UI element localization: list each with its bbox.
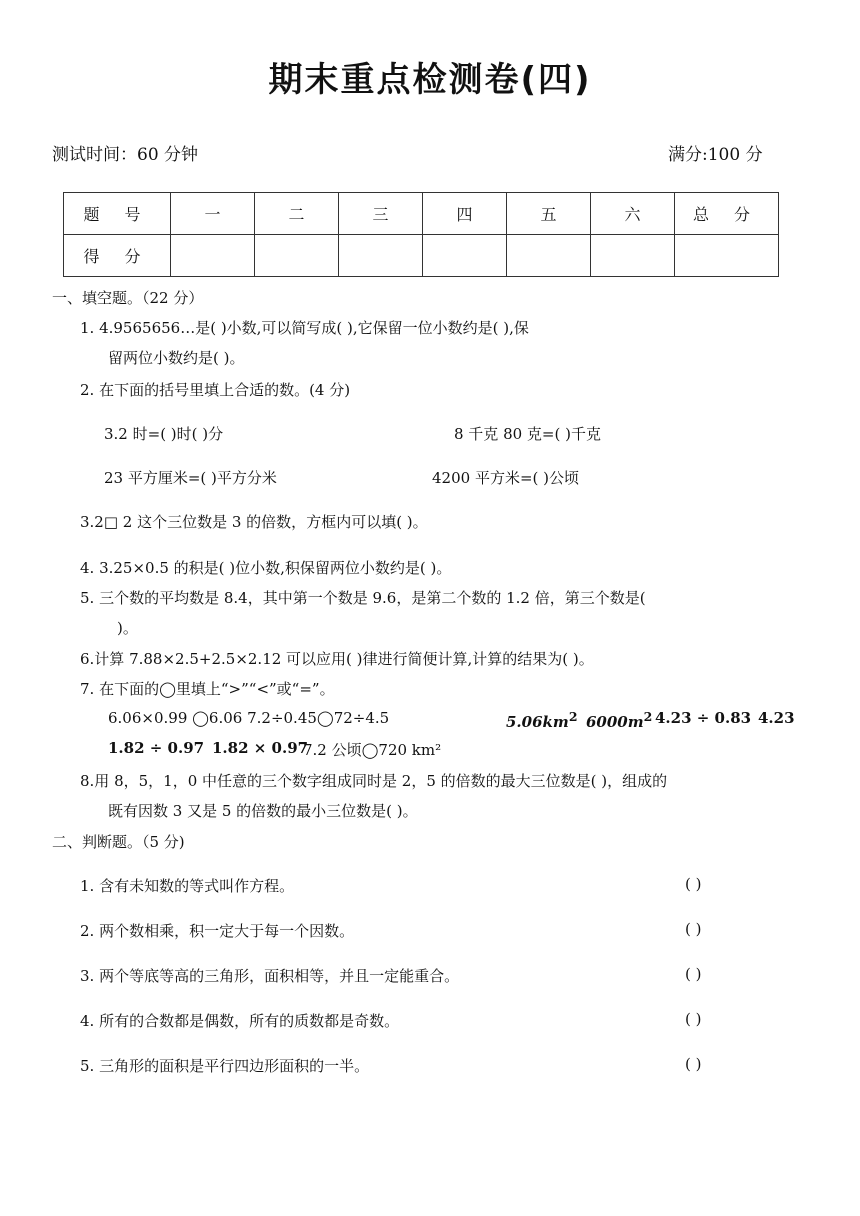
question-7-compare-6: 7.2 公顷◯720 km²	[303, 741, 442, 759]
question-2-item-a: 3.2 时=( )时( )分	[104, 425, 224, 443]
judge-blank-5[interactable]: ( )	[685, 1055, 702, 1073]
question-7-compare-3-right: $6000m^2$	[586, 709, 653, 731]
question-4: 4. 3.25×0.5 的积是( )位小数,积保留两位小数约是( )。	[80, 559, 452, 577]
question-7-compare-5-right: 1.82 × 0.97	[212, 739, 309, 757]
question-3: 3.2□ 2 这个三位数是 3 的倍数，方框内可以填( )。	[80, 513, 428, 531]
judge-item-5: 5. 三角形的面积是平行四边形面积的一半。	[80, 1057, 370, 1075]
score-cell-4[interactable]	[423, 235, 507, 277]
judge-blank-2[interactable]: ( )	[685, 920, 702, 938]
question-7: 7. 在下面的◯里填上“>”“<”或“=”。	[80, 680, 335, 698]
question-1-line-2: 留两位小数约是( )。	[108, 349, 245, 367]
header-cell-3: 三	[339, 193, 423, 235]
question-7-compare-4-left: 4.23 ÷ 0.83	[655, 709, 752, 727]
section1-heading: 一、填空题。（22 分）	[52, 289, 204, 307]
judge-item-1: 1. 含有未知数的等式叫作方程。	[80, 877, 295, 895]
header-cell-5: 五	[507, 193, 591, 235]
question-7-compare-4-right: 4.23	[758, 709, 795, 727]
question-7-compare-3-left: $5.06km^2$	[506, 709, 578, 731]
question-2-item-d: 4200 平方米=( )公顷	[432, 469, 579, 487]
section2-heading: 二、判断题。（5 分)	[52, 833, 185, 851]
question-1-line-1: 1. 4.9565656…是( )小数,可以简写成( ),它保留一位小数约是( ),保	[80, 319, 529, 337]
header-cell-2: 二	[255, 193, 339, 235]
test-time: 测试时间：60 分钟	[52, 145, 199, 165]
score-cell-3[interactable]	[339, 235, 423, 277]
score-table-score-row	[64, 235, 779, 277]
judge-blank-4[interactable]: ( )	[685, 1010, 702, 1028]
question-2-item-b: 8 千克 80 克=( )千克	[454, 425, 601, 443]
question-7-compare-5-left: 1.82 ÷ 0.97	[108, 739, 205, 757]
header-cell-total: 总 分	[675, 193, 779, 235]
judge-blank-1[interactable]: ( )	[685, 875, 702, 893]
judge-blank-3[interactable]: ( )	[685, 965, 702, 983]
question-6: 6.计算 7.88×2.5+2.5×2.12 可以应用( )律进行简便计算,计算的结果为( )。	[80, 650, 594, 668]
score-cell-6[interactable]	[591, 235, 675, 277]
question-7-compare-1-2: 6.06×0.99 ◯6.06 7.2÷0.45◯72÷4.5	[108, 709, 390, 727]
question-8-line-1: 8.用 8，5，1，0 中任意的三个数字组成同时是 2，5 的倍数的最大三位数是( )，组成的	[80, 772, 668, 790]
question-5-line-2: )。	[117, 619, 138, 637]
header-cell-1: 一	[171, 193, 255, 235]
full-score: 满分:100 分	[668, 145, 763, 165]
question-2: 2. 在下面的括号里填上合适的数。(4 分)	[80, 381, 351, 399]
question-2-item-c: 23 平方厘米=( )平方分米	[104, 469, 277, 487]
score-row-label: 得 分	[64, 235, 171, 277]
judge-item-3: 3. 两个等底等高的三角形，面积相等，并且一定能重合。	[80, 967, 460, 985]
score-cell-5[interactable]	[507, 235, 591, 277]
judge-item-4: 4. 所有的合数都是偶数，所有的质数都是奇数。	[80, 1012, 400, 1030]
header-cell-4: 四	[423, 193, 507, 235]
header-cell-6: 六	[591, 193, 675, 235]
score-cell-1[interactable]	[171, 235, 255, 277]
page-title: 期末重点检测卷(四)	[268, 60, 592, 100]
header-cell-label: 题 号	[64, 193, 171, 235]
judge-item-2: 2. 两个数相乘，积一定大于每一个因数。	[80, 922, 355, 940]
score-cell-2[interactable]	[255, 235, 339, 277]
score-table	[63, 192, 779, 277]
question-8-line-2: 既有因数 3 又是 5 的倍数的最小三位数是( )。	[108, 802, 418, 820]
score-cell-total[interactable]	[675, 235, 779, 277]
score-table-header-row	[64, 193, 779, 235]
question-5-line-1: 5. 三个数的平均数是 8.4，其中第一个数是 9.6，是第二个数的 1.2 倍，第三个数是(	[80, 589, 646, 607]
